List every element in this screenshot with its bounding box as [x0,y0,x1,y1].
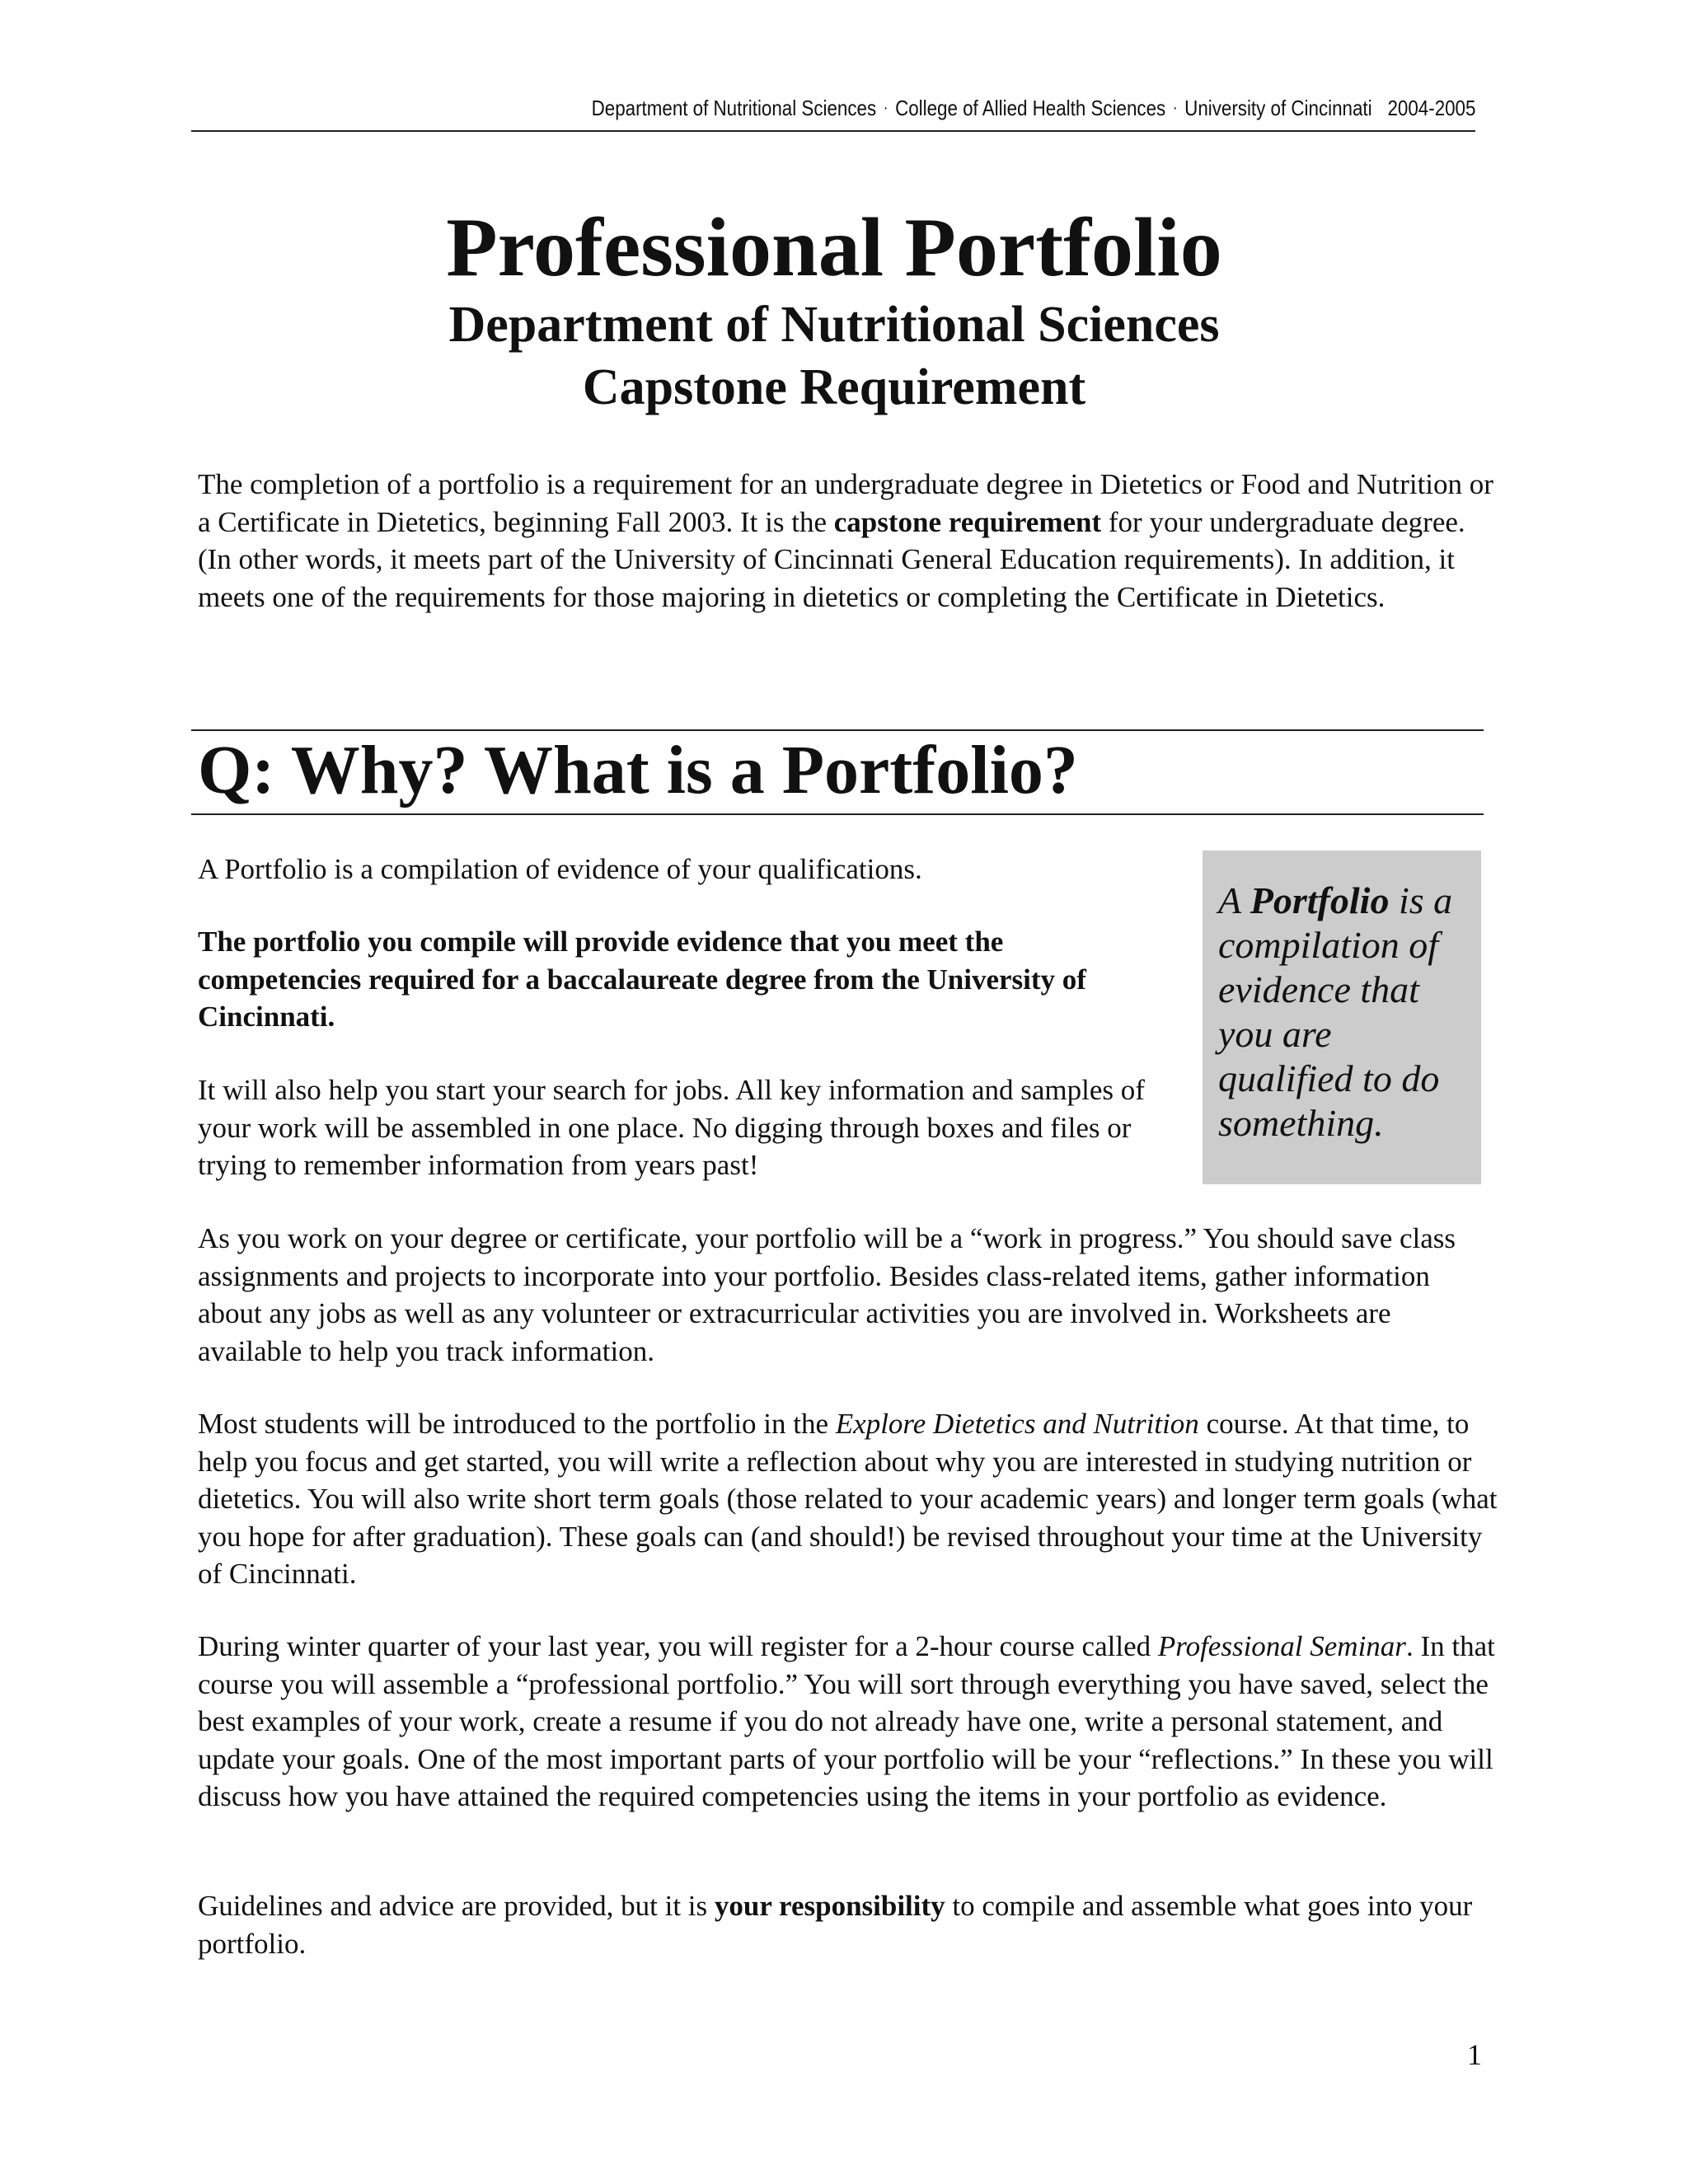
header-college: College of Allied Health Sciences [894,96,1165,120]
intro-bold-capstone: capstone requirement [833,505,1102,538]
pull-quote-box [1203,851,1481,1184]
pull-quote-bold: Portfolio [1250,879,1390,921]
section-heading: Q: Why? What is a Portfolio? [198,732,1078,808]
p7-text-a: Guidelines and advice are provided, but it is [198,1890,715,1922]
paragraph-definition: A Portfolio is a compilation of evidence of your qualifications. [198,853,922,885]
header-year: 2004-2005 [1387,96,1475,120]
section-heading-rule [191,729,1484,815]
paragraph-evidence: The portfolio you compile will provide evidence that you meet the competencies required for a baccalaureate degree from the University of Cincinnati. [198,926,1086,1033]
intro-text-b: for your undergraduate degree. (In other words, it meets part of the University of Cincinnati General Education requirements). In addition, it meets one of the requirements for those majoring in dietetics or completing the Certificate in Dietetics. [198,505,1465,613]
header-department: Department of Nutritional Sciences [591,96,876,120]
paragraph-responsibility [198,1887,1500,1962]
header-separator: · [883,99,889,117]
p7-bold-responsibility: your responsibility [714,1890,945,1922]
pull-quote-text-b: is a compilation of evidence that you are qualified to do something. [1218,879,1453,1144]
paragraph-explore-course [198,1405,1500,1593]
paragraph-job-search: It will also help you start your search for jobs. All key information and samples of your work will be assembled in one place. No digging through boxes and files or trying to remember information from years past! [198,1074,1145,1181]
pull-quote-text-a: A [1218,879,1250,921]
page-subtitle-capstone: Capstone Requirement [582,359,1086,415]
header-separator: · [1172,99,1178,117]
paragraph-work-in-progress: As you work on your degree or certificate, your portfolio will be a “work in progress.” You should save class assignments and projects to incorporate into your portfolio. Besides class-related items, gather information about any jobs as well as any volunteer or extracurricular activities you are involved in. Worksheets are available to help you track information. [198,1222,1456,1367]
paragraph-professional-seminar [198,1628,1500,1816]
page-subtitle-department: Department of Nutritional Sciences [448,297,1220,354]
intro-text-a: The completion of a portfolio is a requirement for an undergraduate degree in Dietetics or Food and Nutrition or a Certificate in Dietetics, beginning Fall 2003. It is the [198,468,1493,538]
page-number: 1 [1467,2038,1482,2071]
running-header [191,97,1475,132]
intro-paragraph [198,466,1500,616]
p5-text-b: course. At that time, to help you focus and get started, you will write a reflection about why you are interested in studying nutrition or dietetics. You will also write short term goals (those related to your academic years) and longer term goals (what you hope for after graduation). These goals can (and should!) be revised throughout your time at the University of Cincinnati. [198,1408,1498,1590]
title-block [191,202,1477,419]
p7-text-b: to compile and assemble what goes into your portfolio. [198,1890,1473,1960]
p6-text-a: During winter quarter of your last year, you will register for a 2-hour course called [198,1630,1158,1662]
header-university: University of Cincinnati [1184,96,1372,120]
p6-text-b: . In that course you will assemble a “professional portfolio.” You will sort through everything you have saved, select the best examples of your work, create a resume if you do not already have one, write a personal statement, and update your goals. One of the most important parts of your portfolio will be your “reflections.” In these you will discuss how you have attained the required competencies using the items in your portfolio as evidence. [198,1630,1495,1812]
p6-course-title: Professional Seminar [1157,1630,1406,1662]
p5-course-title: Explore Dietetics and Nutrition [835,1408,1199,1440]
p5-text-a: Most students will be introduced to the portfolio in the [198,1408,836,1440]
page-title: Professional Portfolio [446,201,1222,294]
